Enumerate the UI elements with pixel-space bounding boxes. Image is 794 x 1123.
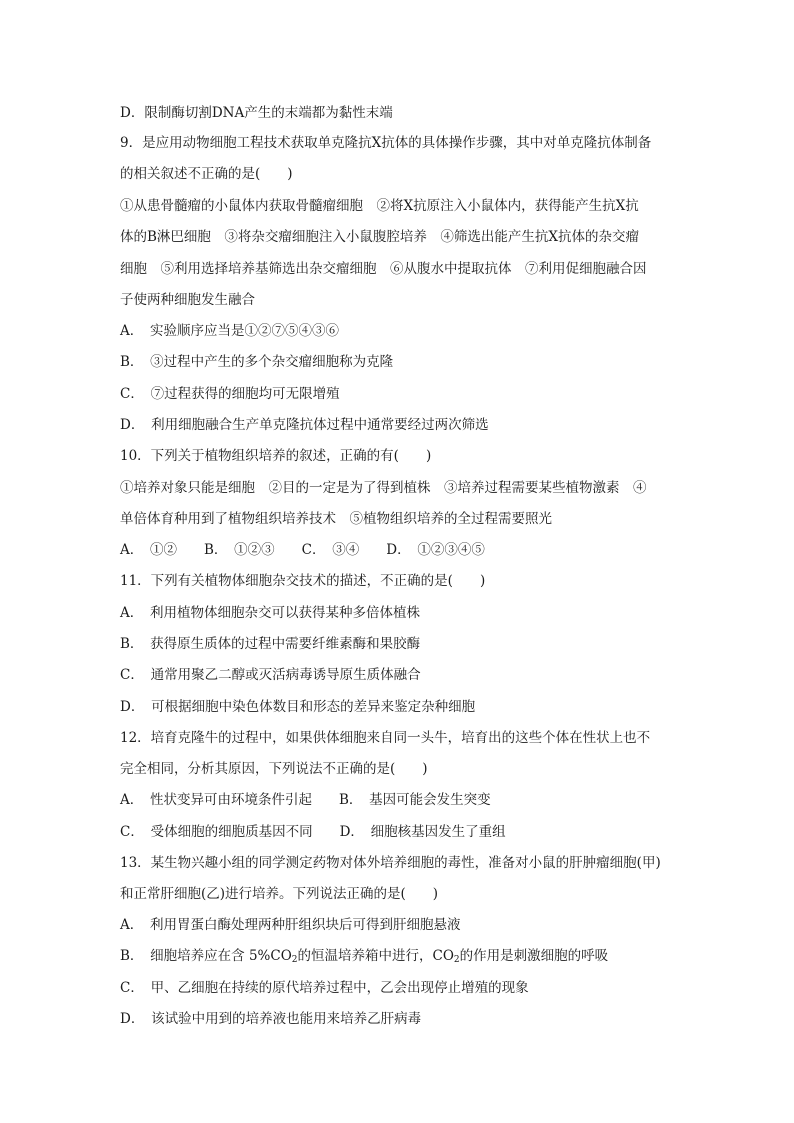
q9-option-b: B． ③过程中产生的多个杂交瘤细胞称为克隆 <box>120 354 394 370</box>
q11-option-d: D． 可根据细胞中染色体数目和形态的差异来鉴定杂种细胞 <box>120 699 476 715</box>
q11-option-a: A． 利用植物体细胞杂交可以获得某种多倍体植株 <box>120 605 420 621</box>
q9-option-a: A． 实验顺序应当是①②⑦⑤④③⑥ <box>120 323 339 339</box>
q9-steps-line-4: 子使两种细胞发生融合 <box>120 292 255 308</box>
q13-option-b-part-2: 的恒温培养箱中进行，CO <box>297 948 454 964</box>
q11-option-c: C． 通常用聚乙二醇或灭活病毒诱导原生质体融合 <box>120 667 421 683</box>
q13-option-a: A． 利用胃蛋白酶处理两种肝组织块后可得到肝细胞悬液 <box>120 917 461 933</box>
q9-stem-line-1: 9．是应用动物细胞工程技术获取单克隆抗X抗体的具体操作步骤，其中对单克隆抗体制备 <box>120 135 652 151</box>
q12-stem-line-1: 12．培育克隆牛的过程中，如果供体细胞来自同一头牛，培育出的这些个体在性状上也不 <box>120 730 651 746</box>
q9-option-c: C． ⑦过程获得的细胞均可无限增殖 <box>120 386 340 402</box>
q12-options-ab: A． 性状变异可由环境条件引起 B． 基因可能会发生突变 <box>120 792 491 808</box>
co2-subscript-2: 2 <box>453 955 460 965</box>
q10-stem: 10．下列关于植物组织培养的叙述，正确的有( ) <box>120 448 432 464</box>
q13-option-b <box>120 948 608 968</box>
co2-subscript-1: 2 <box>291 955 298 965</box>
q13-option-c: C． 甲、乙细胞在持续的原代培养过程中，乙会出现停止增殖的现象 <box>120 980 529 996</box>
q12-options-cd: C． 受体细胞的细胞质基因不同 D． 细胞核基因发生了重组 <box>120 824 506 840</box>
q11-option-b: B． 获得原生质体的过程中需要纤维素酶和果胶酶 <box>120 636 421 652</box>
q9-steps-line-3: 细胞 ⑤利用选择培养基筛选出杂交瘤细胞 ⑥从腹水中提取抗体 ⑦利用促细胞融合因 <box>120 261 647 277</box>
q9-stem-line-2: 的相关叙述不正确的是( ) <box>120 166 293 182</box>
q13-stem-line-1: 13．某生物兴趣小组的同学测定药物对体外培养细胞的毒性，准备对小鼠的肝肿瘤细胞(甲) <box>120 855 661 871</box>
q13-option-b-part-1: B． 细胞培养应在含 5%CO <box>120 948 292 964</box>
q9-option-d: D． 利用细胞融合生产单克隆抗体过程中通常要经过两次筛选 <box>120 417 489 433</box>
q10-options: A． ①② B． ①②③ C． ③④ D． ①②③④⑤ <box>120 542 485 558</box>
q13-option-b-part-3: 的作用是刺激细胞的呼吸 <box>459 948 609 964</box>
q10-items-line-1: ①培养对象只能是细胞 ②目的一定是为了得到植株 ③培养过程需要某些植物激素 ④ <box>120 480 647 496</box>
q8-option-d: D．限制酶切割DNA产生的末端都为黏性末端 <box>120 105 393 121</box>
q9-steps-line-2: 体的B淋巴细胞 ③将杂交瘤细胞注入小鼠腹腔培养 ④筛选出能产生抗X抗体的杂交瘤 <box>120 229 640 245</box>
q10-items-line-2: 单倍体育种用到了植物组织培养技术 ⑤植物组织培养的全过程需要照光 <box>120 511 552 527</box>
q12-stem-line-2: 完全相同，分析其原因，下列说法不正确的是( ) <box>120 761 428 777</box>
q13-stem-line-2: 和正常肝细胞(乙)进行培养。下列说法正确的是( ) <box>120 886 439 902</box>
q9-steps-line-1: ①从患骨髓瘤的小鼠体内获取骨髓瘤细胞 ②将X抗原注入小鼠体内，获得能产生抗X抗 <box>120 198 639 214</box>
q13-option-d: D． 该试验中用到的培养液也能用来培养乙肝病毒 <box>120 1011 422 1027</box>
q11-stem: 11．下列有关植物体细胞杂交技术的描述，不正确的是( ) <box>120 573 486 589</box>
